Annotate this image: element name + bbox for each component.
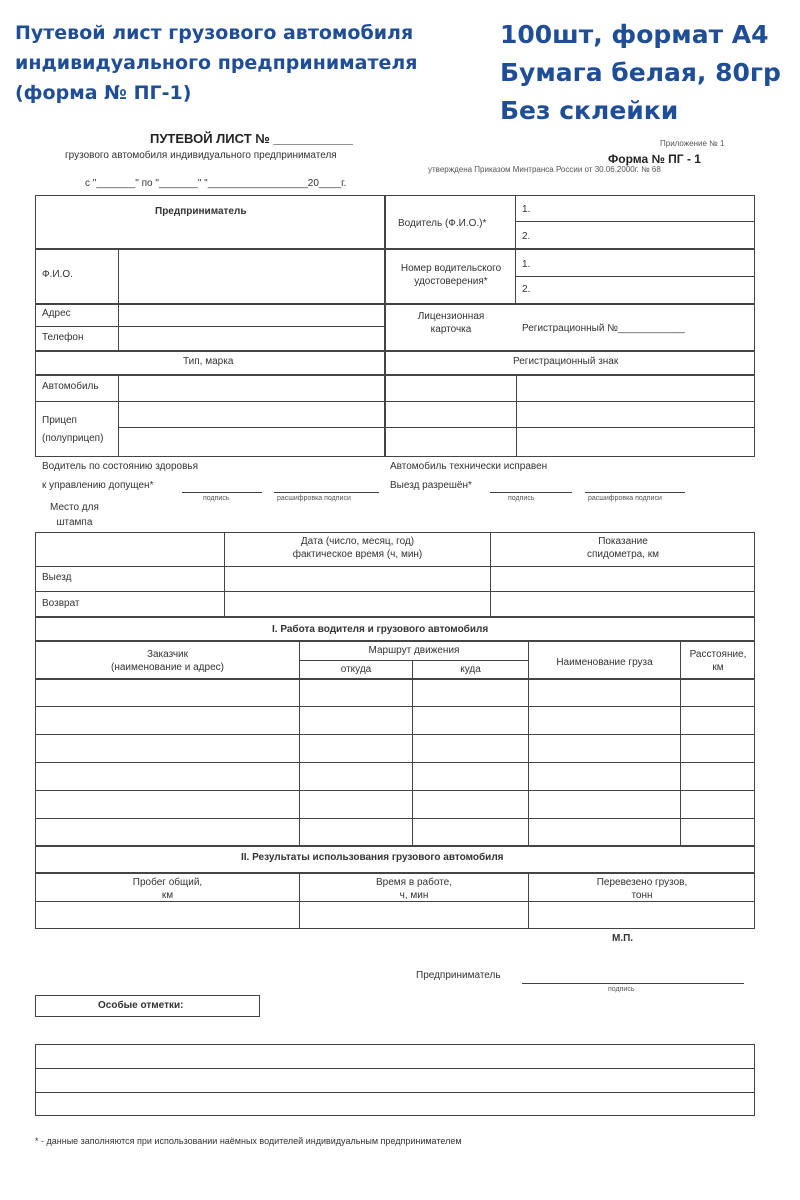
product-title-line-1: Путевой лист грузового автомобиля <box>15 22 414 44</box>
spec-quantity: 100шт, формат А4 <box>500 20 769 49</box>
odometer-header: Показание спидометра, км <box>586 536 659 560</box>
form-title: ПУТЕВОЙ ЛИСТ № ___________ <box>150 131 353 146</box>
customer-header: Заказчик (наименование и адрес) <box>111 649 224 673</box>
address-label: Адрес <box>42 308 71 319</box>
type-brand-label: Тип, марка <box>183 356 234 367</box>
distance-header: Расстояние, км <box>689 649 747 673</box>
product-title <box>15 18 485 108</box>
health-line-2: к управлению допущен* <box>42 480 154 491</box>
entrepreneur-sign-label: Предприниматель <box>416 970 501 981</box>
spec-paper: Бумага белая, 80гр <box>500 58 781 87</box>
reg-sign-label: Регистрационный знак <box>513 356 619 367</box>
cargo-header: Наименование груза <box>556 657 653 668</box>
health-sign-caption: подпись <box>203 495 230 502</box>
phone-label: Телефон <box>42 332 84 343</box>
special-marks-table <box>35 1044 755 1116</box>
license-label: Номер водительского удостоверения* <box>400 263 502 287</box>
driver-1: 1. <box>522 204 531 215</box>
tech-ok-line: Автомобиль технически исправен <box>390 461 548 472</box>
exit-sign-caption: подпись <box>508 495 535 502</box>
driver-label: Водитель (Ф.И.О.)* <box>398 218 487 229</box>
license-card-label: Лицензионная карточка <box>417 311 485 335</box>
work-title: I. Работа водителя и грузового автомобиля <box>272 624 489 635</box>
special-marks-label: Особые отметки: <box>98 1000 184 1011</box>
transported-header: Перевезено грузов, тонн <box>596 877 688 901</box>
date-header: Дата (число, месяц, год) фактическое время (ч, мин) <box>292 536 423 560</box>
license-2: 2. <box>522 284 531 295</box>
return-label: Возврат <box>42 598 80 609</box>
trailer-label: Прицеп (полуприцеп) <box>42 415 104 444</box>
exit-allowed-line: Выезд разрешён* <box>390 480 472 491</box>
worktime-header: Время в работе, ч, мин <box>376 877 452 901</box>
approval-note: утверждена Приказом Минтранса России от 30.06.2000г. № 68 <box>428 165 661 174</box>
spec-binding: Без склейки <box>500 96 679 125</box>
stamp-mp: М.П. <box>612 933 634 944</box>
product-title-line-2: индивидуального предпринимателя <box>15 52 418 74</box>
fio-label: Ф.И.О. <box>42 269 73 280</box>
from-header: откуда <box>340 664 372 675</box>
mileage-header: Пробег общий, км <box>132 877 203 901</box>
entrepreneur-sign-caption: подпись <box>608 986 635 993</box>
car-label: Автомобиль <box>42 381 99 392</box>
footnote: * - данные заполняются при использовании наёмных водителей индивидуальным предпринимателем <box>35 1136 462 1146</box>
form-number: Форма № ПГ - 1 <box>608 152 701 166</box>
license-1: 1. <box>522 259 531 270</box>
health-line-1: Водитель по состоянию здоровья <box>42 461 199 472</box>
results-title: II. Результаты использования грузового автомобиля <box>241 852 504 863</box>
to-header: куда <box>460 664 481 675</box>
product-specs <box>500 16 800 130</box>
date-range: с "_______" по "_______" "__________________20____г. <box>85 178 347 189</box>
product-title-line-3: (форма № ПГ-1) <box>15 82 192 104</box>
health-decode-caption: расшифровка подписи <box>277 495 351 502</box>
form-subtitle: грузового автомобиля индивидуального предпринимателя <box>65 150 337 161</box>
route-header: Маршрут движения <box>368 645 460 656</box>
entrepreneur-label: Предприниматель <box>155 206 247 217</box>
appendix-label: Приложение № 1 <box>660 139 725 148</box>
reg-number-label: Регистрационный №____________ <box>522 323 685 334</box>
driver-2: 2. <box>522 231 531 242</box>
exit-label: Выезд <box>42 572 72 583</box>
stamp-place: Место для штампа <box>50 502 99 528</box>
exit-decode-caption: расшифровка подписи <box>588 495 662 502</box>
